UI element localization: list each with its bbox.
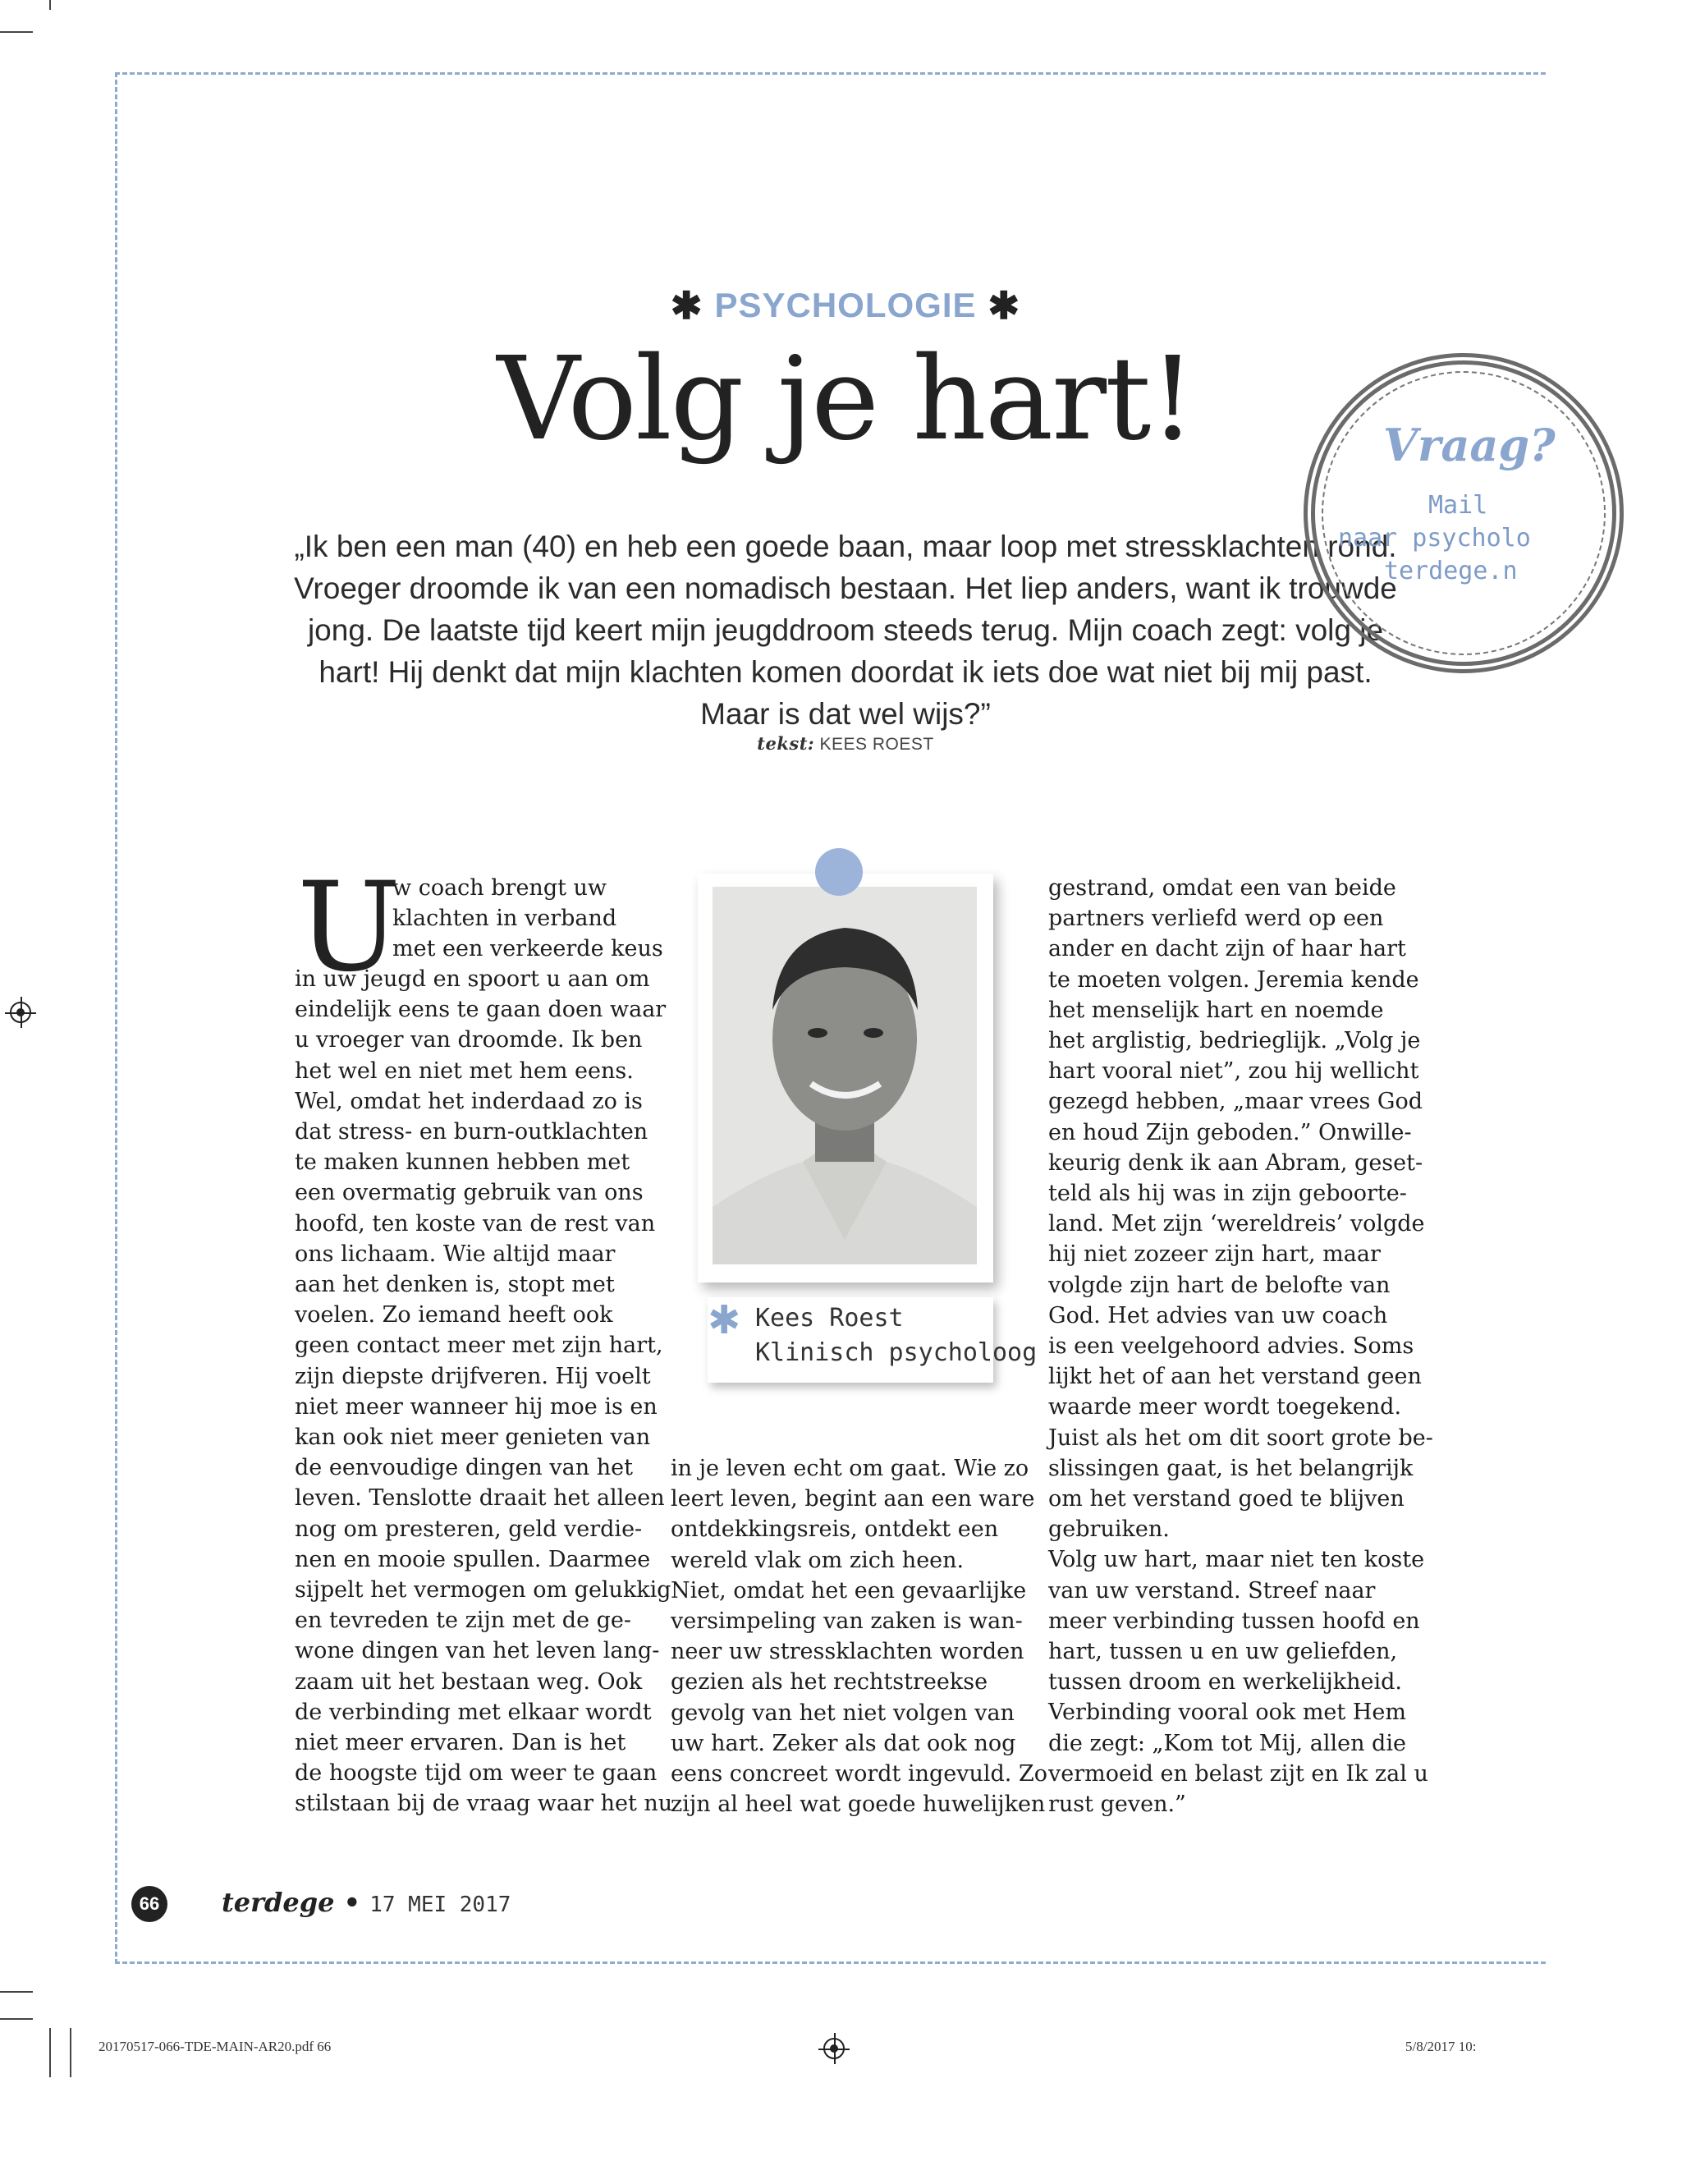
- footer-brand: [222, 1887, 511, 1918]
- asterisk-icon: ✱: [670, 284, 703, 327]
- section-kicker: [0, 283, 1691, 328]
- crop-mark: [0, 2018, 33, 2020]
- page-number: 66: [131, 1886, 167, 1922]
- stamp-line: terdege.n: [1384, 557, 1518, 585]
- column-2: in je leven echt om gaat. Wie zo leert leven, begint aan een ware ontdekkingsreis, ontdekt een wereld vlak om zich heen. Niet, omdat het een gevaarlijke versimpeling van zaken is wan- neer uw stressklachten worden gezien als het rechtstreekse gevolg van het niet volgen van uw hart. Zeker als dat ook nog eens concreet wordt ingevuld. Zo zijn al heel wat goede huwelijken: [671, 1456, 1047, 1818]
- crop-mark: [0, 1991, 33, 1993]
- column-1: in uw jeugd en spoort u aan om eindelijk eens te gaan doen waar u vroeger van droomde. Ik ben het wel en niet met hem eens. Wel, omdat het inderdaad zo is dat stress- en burn-outklachten te maken kunnen hebben met een overmatig gebruik van ons hoofd, ten koste van de rest van ons lichaam. Wie altijd maar aan het denken is, stopt met voelen. Zo iemand heeft ook geen contact meer met zijn hart, zijn diepste drijfveren. Hij voelt niet meer wanneer hij moe is en kan ook niet meer genieten van de eenvoudige dingen van het leven. Tenslotte draait het alleen nog om presteren, geld verdie- nen en mooie spullen. Daarmee sijpelt het vermogen om gelukkig en tevreden te zijn met de ge- wone dingen van het leven lang- zaam uit het bestaan weg. Ook de verbinding met elkaar wordt niet meer ervaren. Dan is het de hoogste tijd om weer te gaan stilstaan bij de vraag waar het nu: [295, 966, 673, 1817]
- footer-separator: •: [343, 1887, 361, 1918]
- registration-mark-icon: [10, 1002, 31, 1023]
- section-label: PSYCHOLOGIE: [714, 286, 977, 324]
- print-slug-file: 20170517-066-TDE-MAIN-AR20.pdf 66: [99, 2039, 332, 2054]
- byline-label: tekst:: [757, 733, 815, 754]
- registration-mark-icon: [823, 2038, 845, 2059]
- crop-mark: [0, 31, 33, 33]
- asterisk-icon: ✱: [708, 1297, 741, 1343]
- article-title: Volg je hart!: [497, 333, 1194, 466]
- portrait-image: [713, 887, 977, 1264]
- column-3: gestrand, omdat een van beide partners verliefd werd op een ander en dacht zijn of haar hart te moeten volgen. Jeremia kende het menselijk hart en noemde het arglistig, bedrieglijk. „Volg je hart vooral niet”, zou hij wellicht gezegd hebben, „maar vrees God en houd Zijn geboden.” Onwille- keurig denk ik aan Abram, geset- teld als hij was in zijn geboorte- land. Met zijn ‘wereldreis’ volgde hij niet zozeer zijn hart, maar volgde zijn hart de belofte van God. Het advies van uw coach is een veelgehoord advies. Soms lijkt het of aan het verstand geen waarde meer wordt toegekend. Juist als het om dit soort grote be- slissingen gaat, is het belangrijk om het verstand goed te blijven gebruiken. Volg uw hart, maar niet ten koste van uw verstand. Streef naar meer verbinding tussen hoofd en hart, tussen u en uw geliefden, tussen droom en werkelijkheid. Verbinding vooral ook met Hem die zegt: „Kom tot Mij, allen die vermoeid en belast zijt en Ik zal u rust geven.”: [1048, 875, 1433, 1818]
- stamp-line: naar psycholo: [1338, 524, 1531, 553]
- crop-mark: [49, 2028, 51, 2077]
- caption-name: Kees Roest: [755, 1304, 904, 1333]
- stamp-line: Mail: [1428, 491, 1488, 520]
- photo-caption: [755, 1301, 1037, 1370]
- author-photo: [713, 887, 977, 1264]
- issue-date: 17 MEI 2017: [369, 1893, 511, 1917]
- byline-author: KEES ROEST: [819, 735, 934, 754]
- stamp-title: Vraag?: [1383, 419, 1556, 471]
- crop-mark: [49, 0, 51, 10]
- print-slug-date: 5/8/2017 10:: [1405, 2039, 1477, 2054]
- byline: [0, 733, 1691, 755]
- pin-icon: [815, 848, 863, 896]
- column-1-intro: w coach brengt uw klachten in verband met een verkeerde keus: [392, 875, 663, 962]
- crop-mark: [70, 2028, 71, 2077]
- brand-logo: terdege: [222, 1887, 335, 1918]
- lead-quote: „Ik ben een man (40) en heb een goede baan, maar loop met stressklachten rond. Vroeger droomde ik van een nomadisch bestaan. Het liep anders, want ik trouwde jong. De laatste tijd keert mijn jeugddroom steeds terug. Mijn coach zegt: volg je hart! Hij denkt dat mijn klachten komen doordat ik iets doe wat niet bij mij past. Maar is dat wel wijs?”: [294, 530, 1397, 731]
- asterisk-icon: ✱: [988, 284, 1021, 327]
- caption-role: Klinisch psycholoog: [755, 1338, 1038, 1367]
- drop-cap: U: [297, 856, 401, 999]
